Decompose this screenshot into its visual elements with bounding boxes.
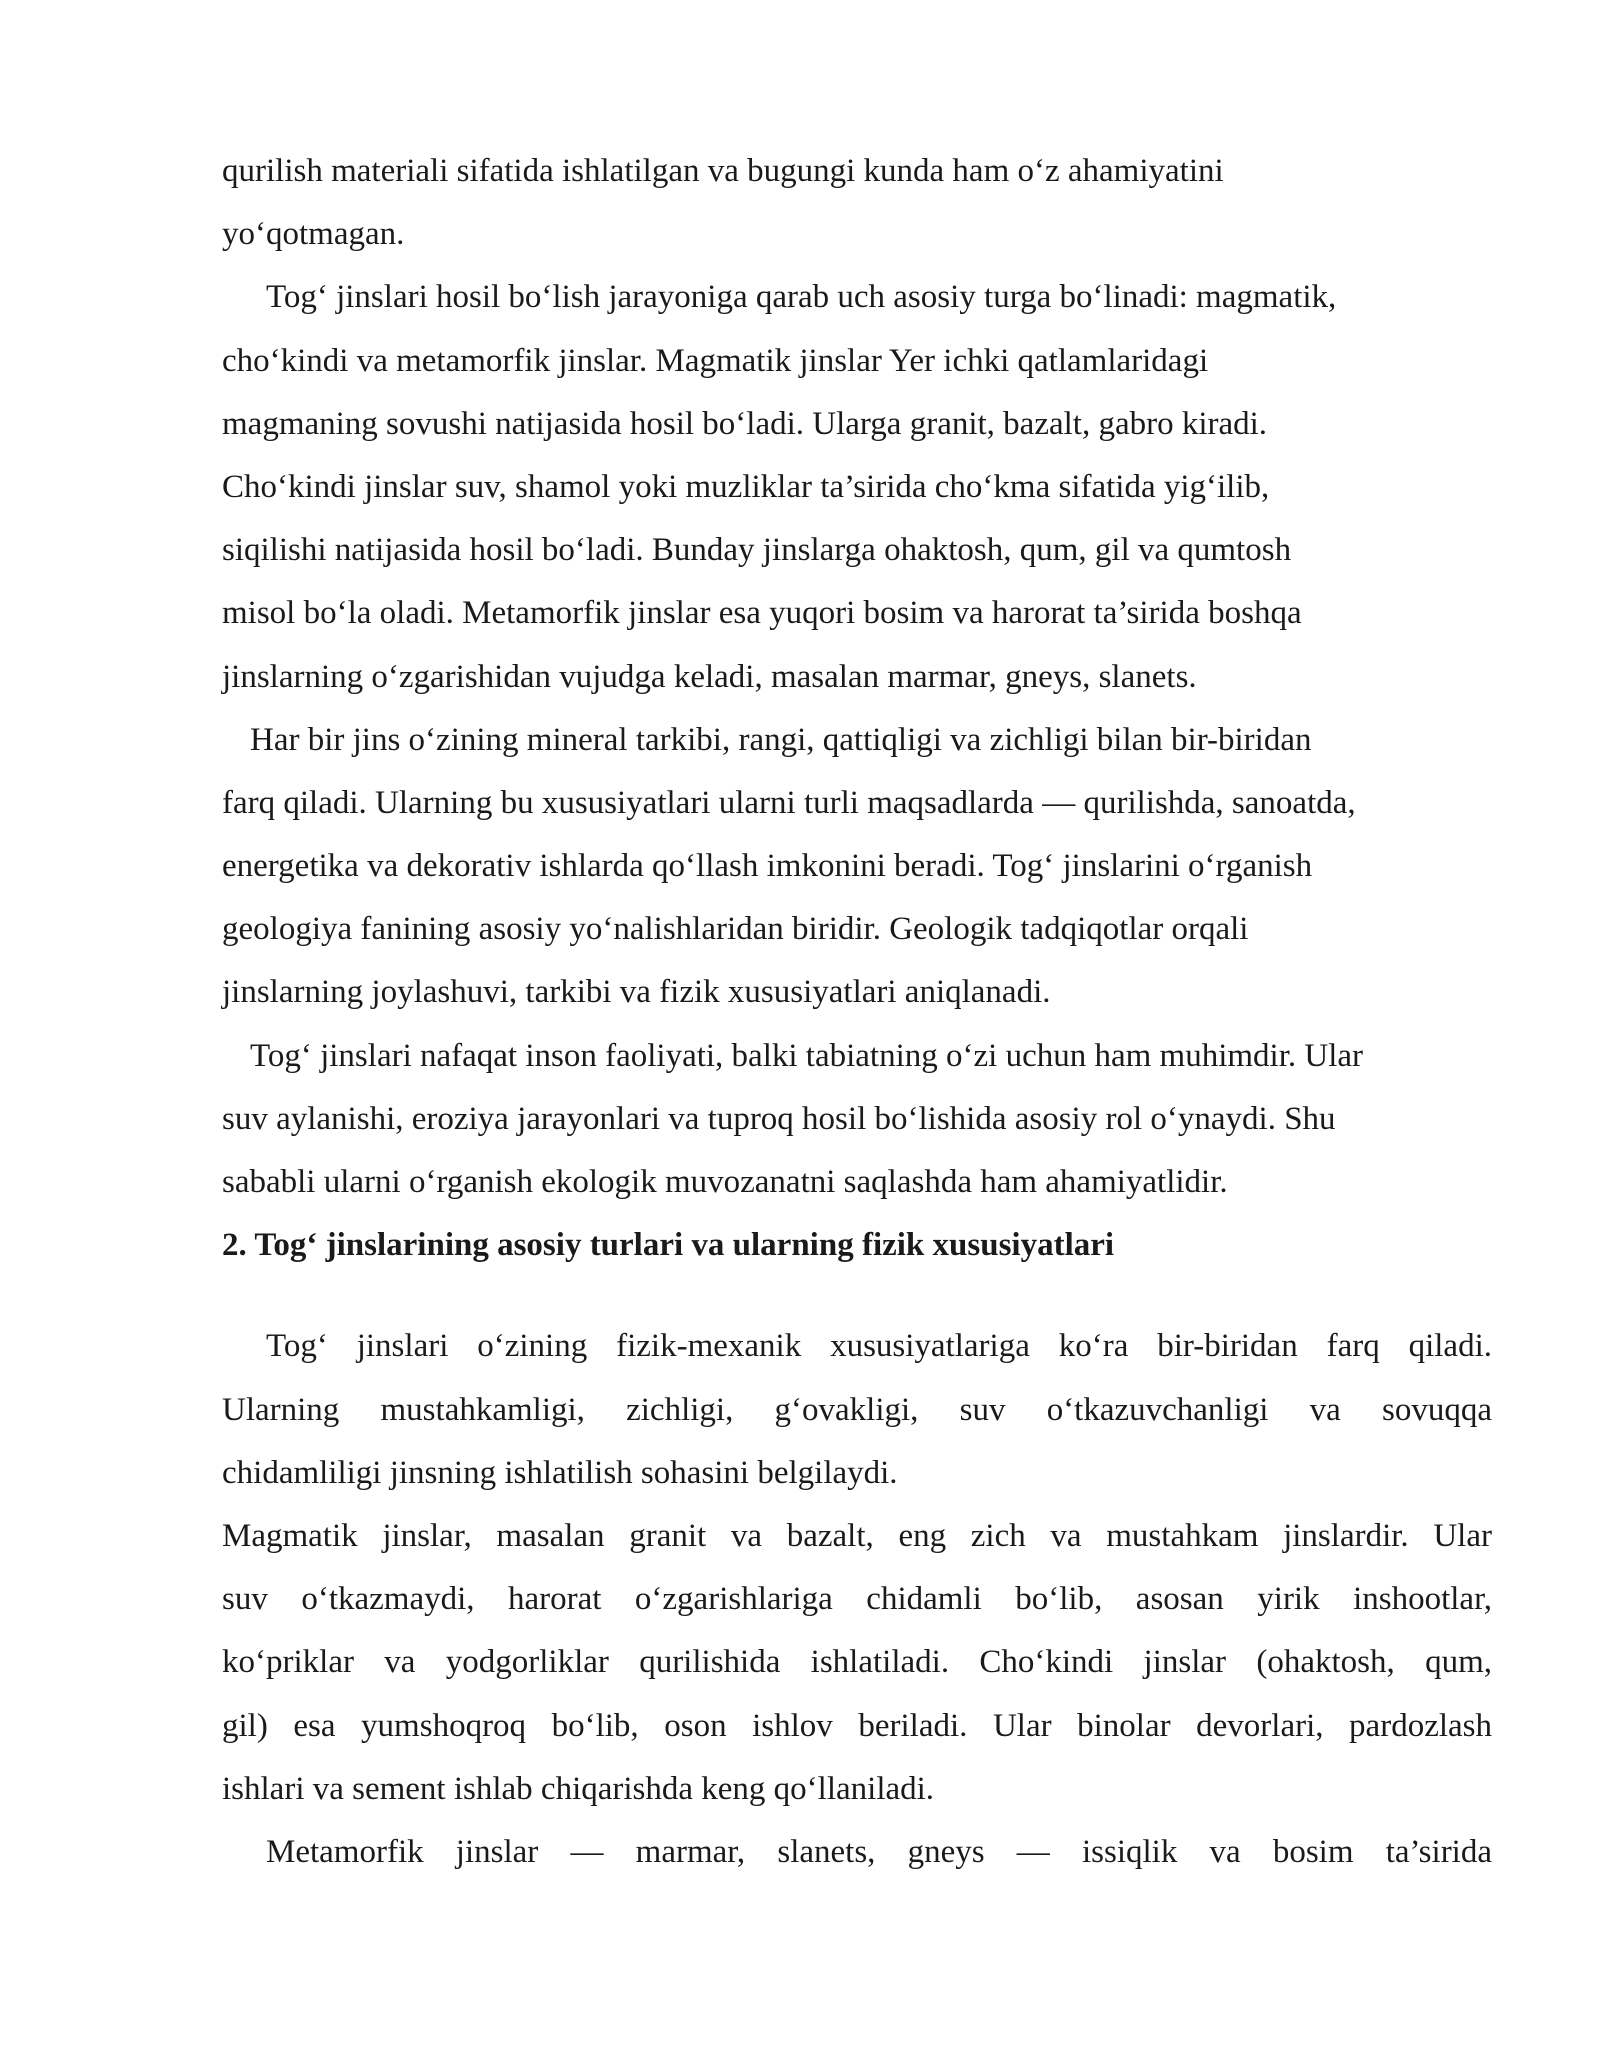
text-line: magmaning sovushi natijasida hosil bo‘ladi. Ularga granit, bazalt, gabro kiradi.	[222, 405, 1268, 442]
text-line: chidamliligi jinsning ishlatilish sohasini belgilaydi.	[222, 1454, 898, 1491]
text-line: suv o‘tkazmaydi, harorat o‘zgarishlariga chidamli bo‘lib, asosan yirik inshootlar,	[222, 1581, 1492, 1618]
text-line: yo‘qotmagan.	[222, 216, 405, 253]
text-line: gil) esa yumshoqroq bo‘lib, oson ishlov beriladi. Ular binolar devorlari, pardozlash	[222, 1707, 1492, 1744]
text-line: farq qiladi. Ularning bu xususiyatlari ularni turli maqsadlarda — qurilishda, sanoatda,	[222, 784, 1356, 821]
paragraph-6	[222, 1505, 1492, 1821]
text-line: Tog‘ jinslari nafaqat inson faoliyati, balki tabiatning o‘zi uchun ham muhimdir. Ular	[250, 1037, 1364, 1074]
text-line: jinslarning joylashuvi, tarkibi va fizik xususiyatlari aniqlanadi.	[222, 974, 1051, 1011]
text-line: siqilishi natijasida hosil bo‘ladi. Bunday jinslarga ohaktosh, qum, gil va qumtosh	[222, 532, 1292, 569]
text-line: energetika va dekorativ ishlarda qo‘llash imkonini beradi. Tog‘ jinslarini o‘rganish	[222, 848, 1313, 885]
text-line: Metamorfik jinslar — marmar, slanets, gneys — issiqlik va bosim ta’sirida	[266, 1833, 1492, 1870]
paragraph-4	[222, 1025, 1492, 1215]
section-heading: 2. Tog‘ jinslarining asosiy turlari va ularning fizik xususiyatlari	[222, 1227, 1115, 1264]
spacer	[222, 1277, 1492, 1315]
text-line: jinslarning o‘zgarishidan vujudga keladi, masalan marmar, gneys, slanets.	[222, 658, 1197, 695]
text-line: ishlari va sement ishlab chiqarishda keng qo‘llaniladi.	[222, 1770, 935, 1807]
paragraph-3	[222, 709, 1492, 1025]
text-line: Tog‘ jinslari hosil bo‘lish jarayoniga qarab uch asosiy turga bo‘linadi: magmatik,	[266, 279, 1337, 316]
paragraph-1	[222, 140, 1492, 266]
text-line: sababli ularni o‘rganish ekologik muvozanatni saqlashda ham ahamiyatlidir.	[222, 1164, 1228, 1200]
text-line: misol bo‘la oladi. Metamorfik jinslar esa yuqori bosim va harorat ta’sirida boshqa	[222, 595, 1302, 632]
text-line: Ularning mustahkamligi, zichligi, g‘ovakligi, suv o‘tkazuvchanligi va sovuqqa	[222, 1391, 1492, 1428]
text-line: Cho‘kindi jinslar suv, shamol yoki muzliklar ta’sirida cho‘kma sifatida yig‘ilib,	[222, 468, 1270, 505]
text-line: Tog‘ jinslari o‘zining fizik-mexanik xususiyatlariga ko‘ra bir-biridan farq qiladi.	[266, 1328, 1492, 1365]
text-line: geologiya fanining asosiy yo‘nalishlaridan biridir. Geologik tadqiqotlar orqali	[222, 911, 1249, 948]
text-line: Har bir jins o‘zining mineral tarkibi, rangi, qattiqligi va zichligi bilan bir-biridan	[250, 721, 1312, 758]
document-page	[222, 140, 1492, 1884]
text-line: ko‘priklar va yodgorliklar qurilishida ishlatiladi. Cho‘kindi jinslar (ohaktosh, qum,	[222, 1644, 1492, 1681]
paragraph-7	[222, 1821, 1492, 1884]
text-line: Magmatik jinslar, masalan granit va bazalt, eng zich va mustahkam jinslardir. Ular	[222, 1517, 1492, 1554]
text-line: suv aylanishi, eroziya jarayonlari va tuproq hosil bo‘lishida asosiy rol o‘ynaydi. Shu	[222, 1100, 1336, 1137]
paragraph-5	[222, 1315, 1492, 1505]
paragraph-2	[222, 266, 1492, 708]
text-line: qurilish materiali sifatida ishlatilgan va bugungi kunda ham o‘z ahamiyatini	[222, 153, 1224, 189]
text-line: cho‘kindi va metamorfik jinslar. Magmatik jinslar Yer ichki qatlamlaridagi	[222, 342, 1209, 379]
